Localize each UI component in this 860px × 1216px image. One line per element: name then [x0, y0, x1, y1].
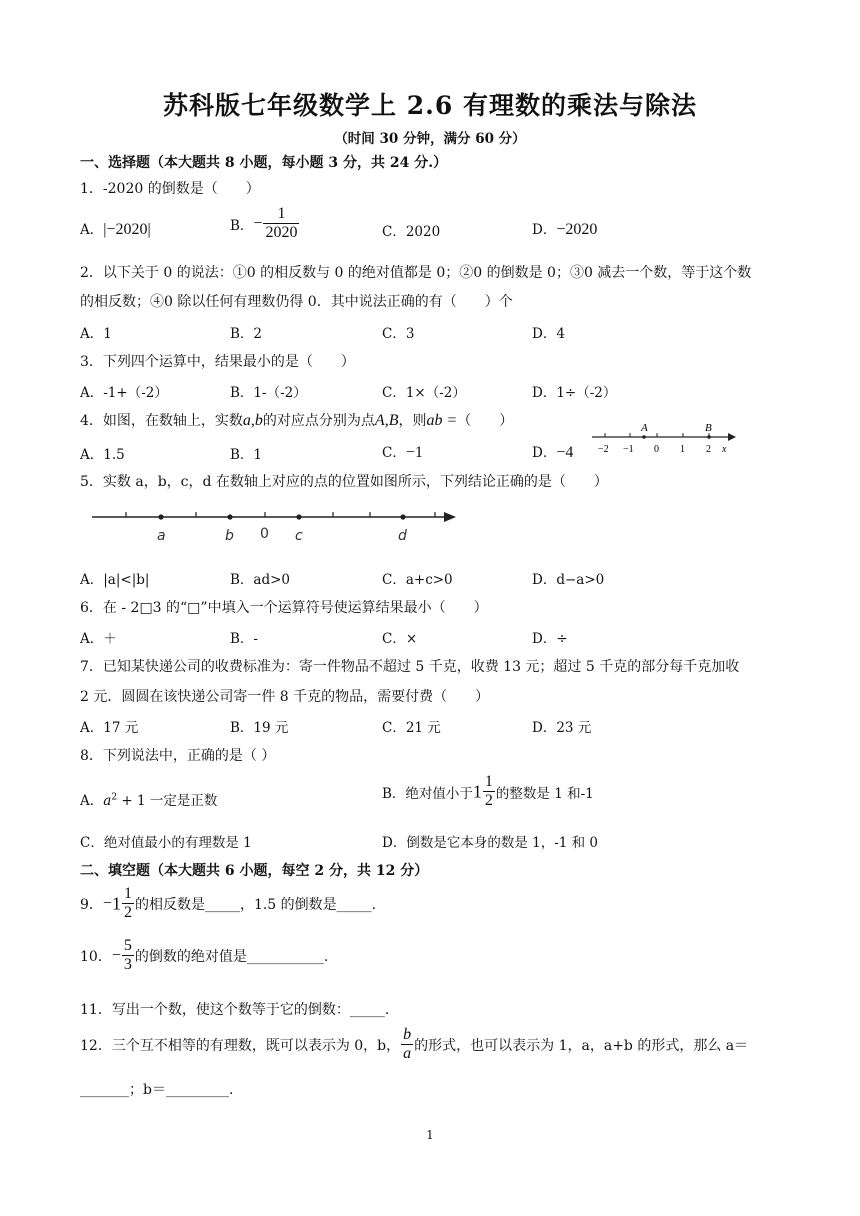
question-number: 10．: [80, 948, 112, 965]
question-text: 的形式，也可以表示为 1，a，a+b 的形式，那么 a＝: [414, 1037, 749, 1054]
q6-option-d: D．÷: [532, 631, 568, 647]
point-a: [158, 514, 163, 519]
question-2-stem-line2: 的相反数；④0 除以任何有理数仍得 0．其中说法正确的有（ ）个: [80, 294, 513, 310]
q1-option-c: C．2020: [382, 224, 441, 240]
option-label: A．: [80, 222, 104, 238]
option-text: + 1 一定是正数: [117, 793, 218, 809]
question-2-stem-line1: 2．以下关于 0 的说法：①0 的相反数与 0 的绝对值都是 0；②0 的倒数是 0；③0 减去一个数，等于这个数: [80, 265, 752, 281]
fraction-denominator: a: [403, 1045, 412, 1063]
option-label: B．: [230, 217, 254, 234]
point-c: [296, 514, 301, 519]
fraction: [263, 205, 299, 243]
expression-ab: ab =: [426, 412, 458, 429]
fraction-numerator: 1: [122, 885, 134, 904]
stem-text: 4．如图，在数轴上，实数: [80, 413, 243, 429]
q2-option-b: B．2: [230, 326, 263, 342]
question-8-stem: 8．下列说法中，正确的是（ ）: [80, 748, 276, 764]
tick-label: 1: [680, 444, 685, 455]
q4-option-a: A．1.5: [80, 447, 125, 463]
q5-option-a: A．|a|<|b|: [80, 572, 150, 588]
zero-label: 0: [260, 526, 269, 542]
point-d: [400, 514, 405, 519]
q1-option-d: [532, 218, 597, 239]
fraction: [483, 773, 495, 811]
option-label: B．绝对值小于: [382, 785, 473, 802]
question-12-line1: [80, 1026, 748, 1064]
question-4-stem: [80, 410, 513, 430]
axis-arrow: [444, 512, 456, 522]
question-1-stem: 1．-2020 的倒数是（ ）: [80, 181, 260, 197]
fraction-numerator: 1: [263, 205, 299, 224]
question-5-stem: 5．实数 a，b，c，d 在数轴上对应的点的位置如图所示，下列结论正确的是（ ）: [80, 474, 608, 490]
q2-option-d: D．4: [532, 326, 565, 342]
page-number: 1: [426, 1128, 434, 1142]
q8-option-d: D．倒数是它本身的数是 1，-1 和 0: [382, 835, 599, 851]
fraction-numerator: b: [401, 1026, 413, 1045]
question-7-stem-line1: 7．已知某快递公司的收费标准为：寄一件物品不超过 5 千克，收费 13 元；超过 5 千克的部分每千克加收: [80, 659, 740, 675]
question-text: 12．三个互不相等的有理数，既可以表示为 0，b，: [80, 1037, 401, 1054]
q1-option-a: [80, 218, 151, 239]
q4-option-c: [382, 441, 423, 462]
q8-option-c: C．绝对值最小的有理数是 1: [80, 835, 252, 851]
q1-option-b: [230, 205, 300, 243]
question-9: [80, 885, 376, 923]
stem-text: （ ）: [457, 413, 514, 429]
question-number: 9．: [80, 896, 103, 913]
question-7-stem-line2: 2 元．圆圆在该快递公司寄一件 8 千克的物品，需要付费（ ）: [80, 689, 490, 705]
point-a-label: a: [157, 528, 166, 544]
variables-ab: a,b: [242, 412, 263, 429]
q5-option-b: B．ad>0: [230, 572, 291, 588]
option-label: A．: [80, 793, 104, 809]
q7-option-b: B．19 元: [230, 720, 289, 736]
axis-variable-label: x: [722, 444, 727, 455]
point-a: [642, 435, 646, 439]
stem-text: ，则: [398, 413, 427, 429]
question-6-stem: 6．在 - 2□3 的“□”中填入一个运算符号使运算结果最小（ ）: [80, 600, 488, 616]
fraction-denominator: 3: [123, 956, 132, 974]
option-value: −4: [556, 444, 574, 461]
tick-label: −1: [623, 444, 634, 455]
q7-option-c: C．21 元: [382, 720, 441, 736]
q3-option-a: A．-1+（-2）: [80, 385, 168, 401]
fraction: [122, 885, 134, 923]
exponent: 2: [111, 792, 118, 803]
q8-option-a: [80, 789, 217, 809]
question-text: 的倒数的绝对值是___________.: [134, 948, 329, 965]
fraction: [401, 1026, 413, 1064]
q3-option-b: B．1-（-2）: [230, 385, 307, 401]
points-AB: A,B: [374, 412, 399, 429]
sign: −: [102, 894, 112, 912]
tick-label: 2: [706, 444, 711, 455]
stem-text: 的对应点分别为点: [262, 413, 375, 429]
option-text: 的整数是 1 和-1: [495, 785, 594, 802]
point-d-label: d: [398, 528, 407, 544]
point-b-label: b: [225, 528, 234, 544]
point-c-label: c: [295, 528, 303, 544]
point-b-label: B: [705, 422, 712, 434]
q5-option-d: D．d−a>0: [532, 572, 605, 588]
question-12-line2: _______；b＝_________.: [80, 1082, 234, 1098]
q8-option-b: [382, 773, 594, 811]
q4-option-d: [532, 441, 573, 462]
option-label: D．: [532, 222, 557, 238]
q2-option-c: C．3: [382, 326, 415, 342]
point-b: [227, 514, 232, 519]
axis-arrow: [728, 433, 736, 441]
point-b: [707, 435, 711, 439]
fraction-numerator: 1: [483, 773, 495, 792]
page-subtitle: （时间 30 分钟，满分 60 分）: [334, 131, 526, 147]
option-label: C．: [382, 445, 406, 461]
option-value: |−2020|: [103, 221, 151, 238]
question-text: 的相反数是_____，1.5 的倒数是_____.: [134, 896, 377, 913]
q7-option-d: D．23 元: [532, 720, 592, 736]
q2-option-a: A．1: [80, 326, 112, 342]
fraction-denominator: 2: [484, 792, 493, 810]
q5-number-line: [88, 500, 460, 550]
mixed-whole: 1: [472, 781, 482, 802]
question-10: [80, 937, 328, 975]
page-title: 苏科版七年级数学上 2.6 有理数的乘法与除法: [163, 91, 697, 120]
q6-option-c: C．×: [382, 631, 418, 647]
q7-option-a: A．17 元: [80, 720, 139, 736]
sign: −: [111, 946, 121, 964]
section-heading-choice: 一、选择题（本大题共 8 小题，每小题 3 分，共 24 分.）: [80, 155, 448, 171]
question-11: 11．写出一个数，使这个数等于它的倒数：_____.: [80, 1002, 390, 1018]
q6-option-b: B．-: [230, 631, 258, 647]
fraction: [122, 937, 134, 975]
fraction-denominator: 2: [123, 904, 132, 922]
question-3-stem: 3．下列四个运算中，结果最小的是（ ）: [80, 354, 355, 370]
section-heading-fill: 二、填空题（本大题共 6 小题，每空 2 分，共 12 分）: [80, 863, 429, 879]
q4-option-b: B．1: [230, 447, 263, 463]
q3-option-c: C．1×（-2）: [382, 385, 466, 401]
option-label: D．: [532, 445, 557, 461]
tick-label: −2: [598, 444, 609, 455]
q3-option-d: D．1÷（-2）: [532, 385, 617, 401]
fraction-denominator: 2020: [265, 224, 298, 242]
variable-a: a: [103, 793, 112, 809]
option-value: −2020: [556, 221, 598, 238]
q5-option-c: C．a+c>0: [382, 572, 453, 588]
tick-label: 0: [654, 444, 659, 455]
mixed-whole: 1: [111, 893, 121, 914]
point-a-label: A: [641, 422, 648, 434]
q4-number-line: [588, 418, 738, 460]
q6-option-a: A．＋: [80, 631, 117, 647]
option-value: −1: [405, 444, 423, 461]
fraction-numerator: 5: [122, 937, 134, 956]
option-sign: −: [253, 214, 263, 232]
